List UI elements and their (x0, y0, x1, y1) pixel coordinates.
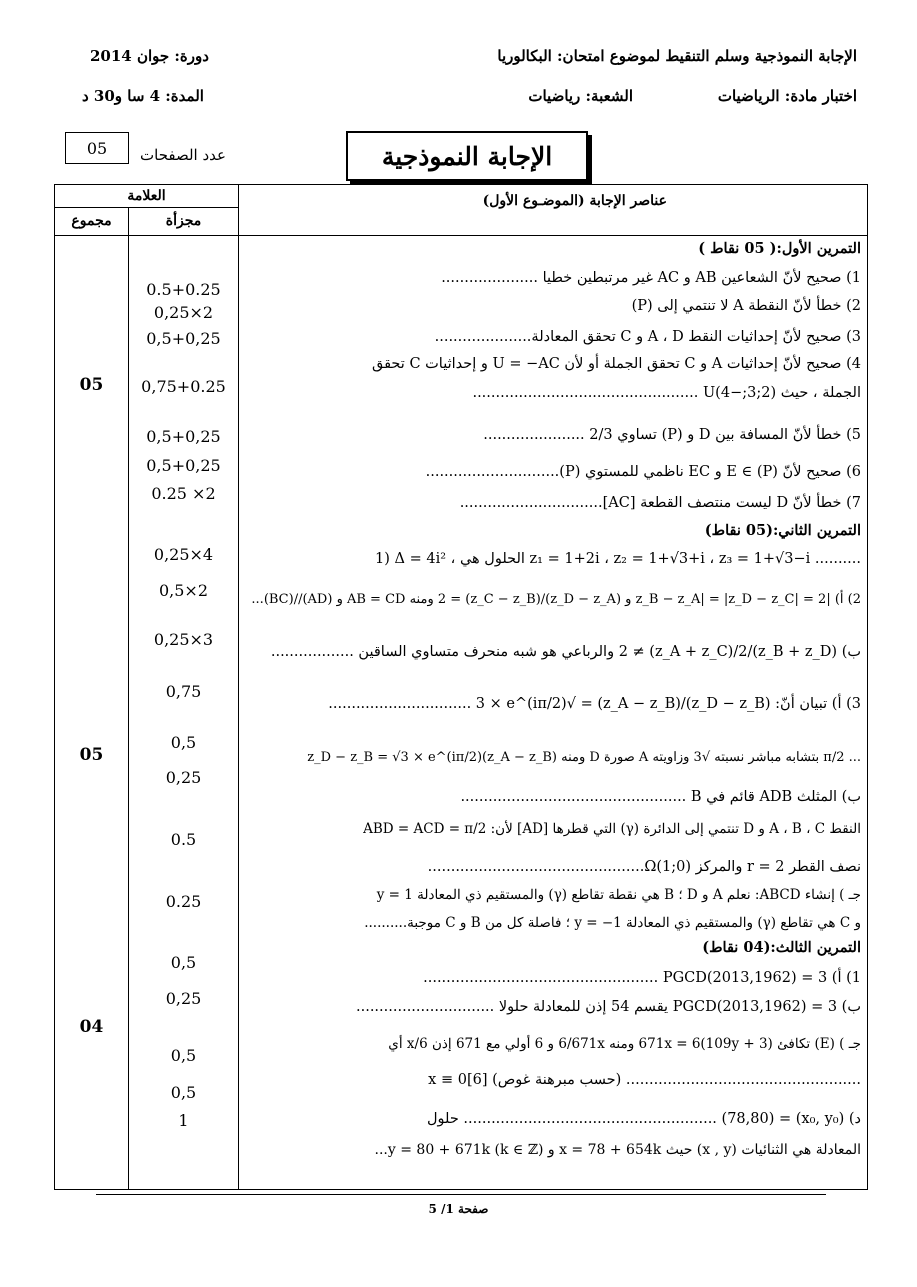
total-ex1: 05 (79, 375, 104, 395)
page-title-text: الإجابة النموذجية (381, 141, 553, 171)
mark: 0,25×4 (153, 545, 214, 564)
answer-line: 3) صحيح لأنّ إحداثيات النقط A ، D و C تحقق المعادلة..................... (434, 329, 861, 345)
exercise-3-title: التمرين الثالث:(04 نقاط) (702, 939, 861, 956)
col-header-grade: العلامة (127, 188, 166, 204)
answer-line: 3) أ) تبيان أنّ: (z_D − z_B)/(z_A − z_B) = √3 × e^(iπ/2) ............................... (328, 696, 861, 712)
page-number: صفحة 1/ 5 (428, 1202, 489, 1216)
answer-line: الجملة ، حيث (2;3;−4)U ................................................. (472, 385, 861, 401)
page-title (346, 131, 588, 181)
answer-line: 5) خطأ لأنّ المسافة بين D و (P) تساوي 2/3 ...................... (483, 427, 861, 443)
footer-divider (96, 1194, 826, 1195)
answer-line: 7) خطأ لأنّ D ليست منتصف القطعة [AC]............................... (459, 495, 861, 511)
mark: 0,5 (170, 1046, 197, 1065)
col-header-answers: عناصر الإجابة (الموضـوع الأول) (482, 193, 667, 209)
mark: 0,5+0,25 (146, 427, 221, 446)
mark: 0,5+0,25 (146, 456, 221, 475)
answer-line: نصف القطر r = 2 والمركز Ω(1;0)............................................... (427, 859, 861, 875)
total-ex2: 05 (79, 745, 104, 765)
header-branch: الشعبة: رياضيات (528, 87, 633, 105)
mark: 0,75+0.25 (141, 377, 226, 396)
answer-line: جـ ) إنشاء ABCD: نعلم A و D ؛ B هي نقطة تقاطع (γ) والمستقيم ذي المعادلة y = 1 (376, 887, 861, 903)
col-header-partial: مجزأة (165, 213, 202, 229)
answer-line: 6) صحيح لأنّ E ∈ (P) و EC ناظمي للمستوي (P)............................. (425, 464, 861, 480)
mark: 0.25 (165, 892, 202, 911)
answer-line: ب) (z_B + z_D)/2 ≠ (z_A + z_C)/2 والرباعي هو شبه منحرف متساوي الساقين .................. (270, 644, 861, 660)
answer-line: 1) Δ = 4i² ، الحلول هي z₁ = 1+2i ، z₂ = 1+√3+i ، z₃ = 1+√3−i .......... (375, 551, 861, 567)
answer-line: المعادلة هي الثنائيات (x , y) حيث x = 78 + 654k و y = 80 + 671k (k ∈ ℤ)... (374, 1142, 861, 1158)
answer-line: النقط A ، B ، C و D تنتمي إلى الدائرة (γ) التي قطرها [AD] لأن: ABD = ACD = π/2 (363, 821, 861, 837)
pages-count: 05 (86, 138, 108, 158)
mark: 0,25 (165, 768, 202, 787)
mark: 0.5 (170, 830, 197, 849)
pages-count-box (65, 132, 129, 164)
mark: 0,5 (170, 1083, 197, 1102)
answer-line: ب) PGCD(2013,1962) = 3 يقسم 54 إذن للمعادلة حلولا .............................. (356, 999, 861, 1015)
answer-line: 2) أ) |z_B − z_A| = |z_D − z_C| = 2 و (z_D − z_A)/(z_C − z_B) = 2 ومنه AB = CD و (AD)//(BC)... (251, 592, 861, 607)
mark: 0,5 (170, 733, 197, 752)
answer-line: x ≡ 0[6] (حسب مبرهنة غوص) ................................................... (428, 1072, 861, 1088)
answer-line: و C هي تقاطع (γ) والمستقيم ذي المعادلة y = −1 ؛ فاصلة كل من B و C موجبة.......... (364, 915, 861, 931)
answer-line: 4) صحيح لأنّ إحداثيات A و C تحقق الجملة أو لأن U = −AC و إحداثيات C تحقق (372, 356, 861, 372)
exercise-1-title: التمرين الأول:( 05 نقاط ) (698, 240, 861, 257)
answer-line: 1) أ) PGCD(2013,1962) = 3 ................................................... (423, 970, 861, 986)
mark: 0.5+0.25 (146, 280, 221, 299)
mark: 0,25×2 (153, 303, 214, 322)
mark: 0,5×2 (158, 581, 209, 600)
exercise-2-title: التمرين الثاني:(05 نقاط) (704, 522, 861, 539)
answer-line: د) (x₀, y₀) = (78,80) ....................................................... حلول (427, 1111, 861, 1127)
total-ex3: 04 (79, 1017, 104, 1037)
answer-line: جـ ) (E) تكافئ 671x = 6(109y + 3) ومنه 6/671x و 6 أولي مع 671 إذن 6/x أي (388, 1036, 861, 1052)
answer-table (54, 184, 868, 1190)
header-exam-title: الإجابة النموذجية وسلم التنقيط لموضوع امتحان: البكالوريا (497, 47, 857, 65)
answer-line: z_D − z_B = √3 × e^(iπ/2)(z_A − z_B) ومنه D صورة A بتشابه مباشر نسبته √3 وزاويته π/2 ... (307, 750, 861, 765)
header-duration: المدة: 4 سا و30 د (82, 87, 204, 105)
mark: 0.25 ×2 (151, 484, 216, 503)
header-subject: اختبار مادة: الرياضيات (717, 87, 857, 105)
pages-label: عدد الصفحات (140, 146, 226, 164)
answer-line: 1) صحيح لأنّ الشعاعين AB و AC غير مرتبطين خطيا ..................... (441, 270, 861, 286)
mark: 1 (178, 1111, 189, 1130)
mark: 0,25×3 (153, 630, 214, 649)
answer-line: ب) المثلث ADB قائم في B ................................................. (460, 789, 861, 805)
answer-line: 2) خطأ لأنّ النقطة A لا تنتمي إلى (P) (631, 298, 861, 314)
col-header-total: مجموع (71, 213, 112, 229)
mark: 0,75 (165, 682, 202, 701)
mark: 0,25 (165, 989, 202, 1008)
header-session: دورة: جوان 2014 (90, 47, 209, 65)
mark: 0,5 (170, 953, 197, 972)
mark: 0,5+0,25 (146, 329, 221, 348)
